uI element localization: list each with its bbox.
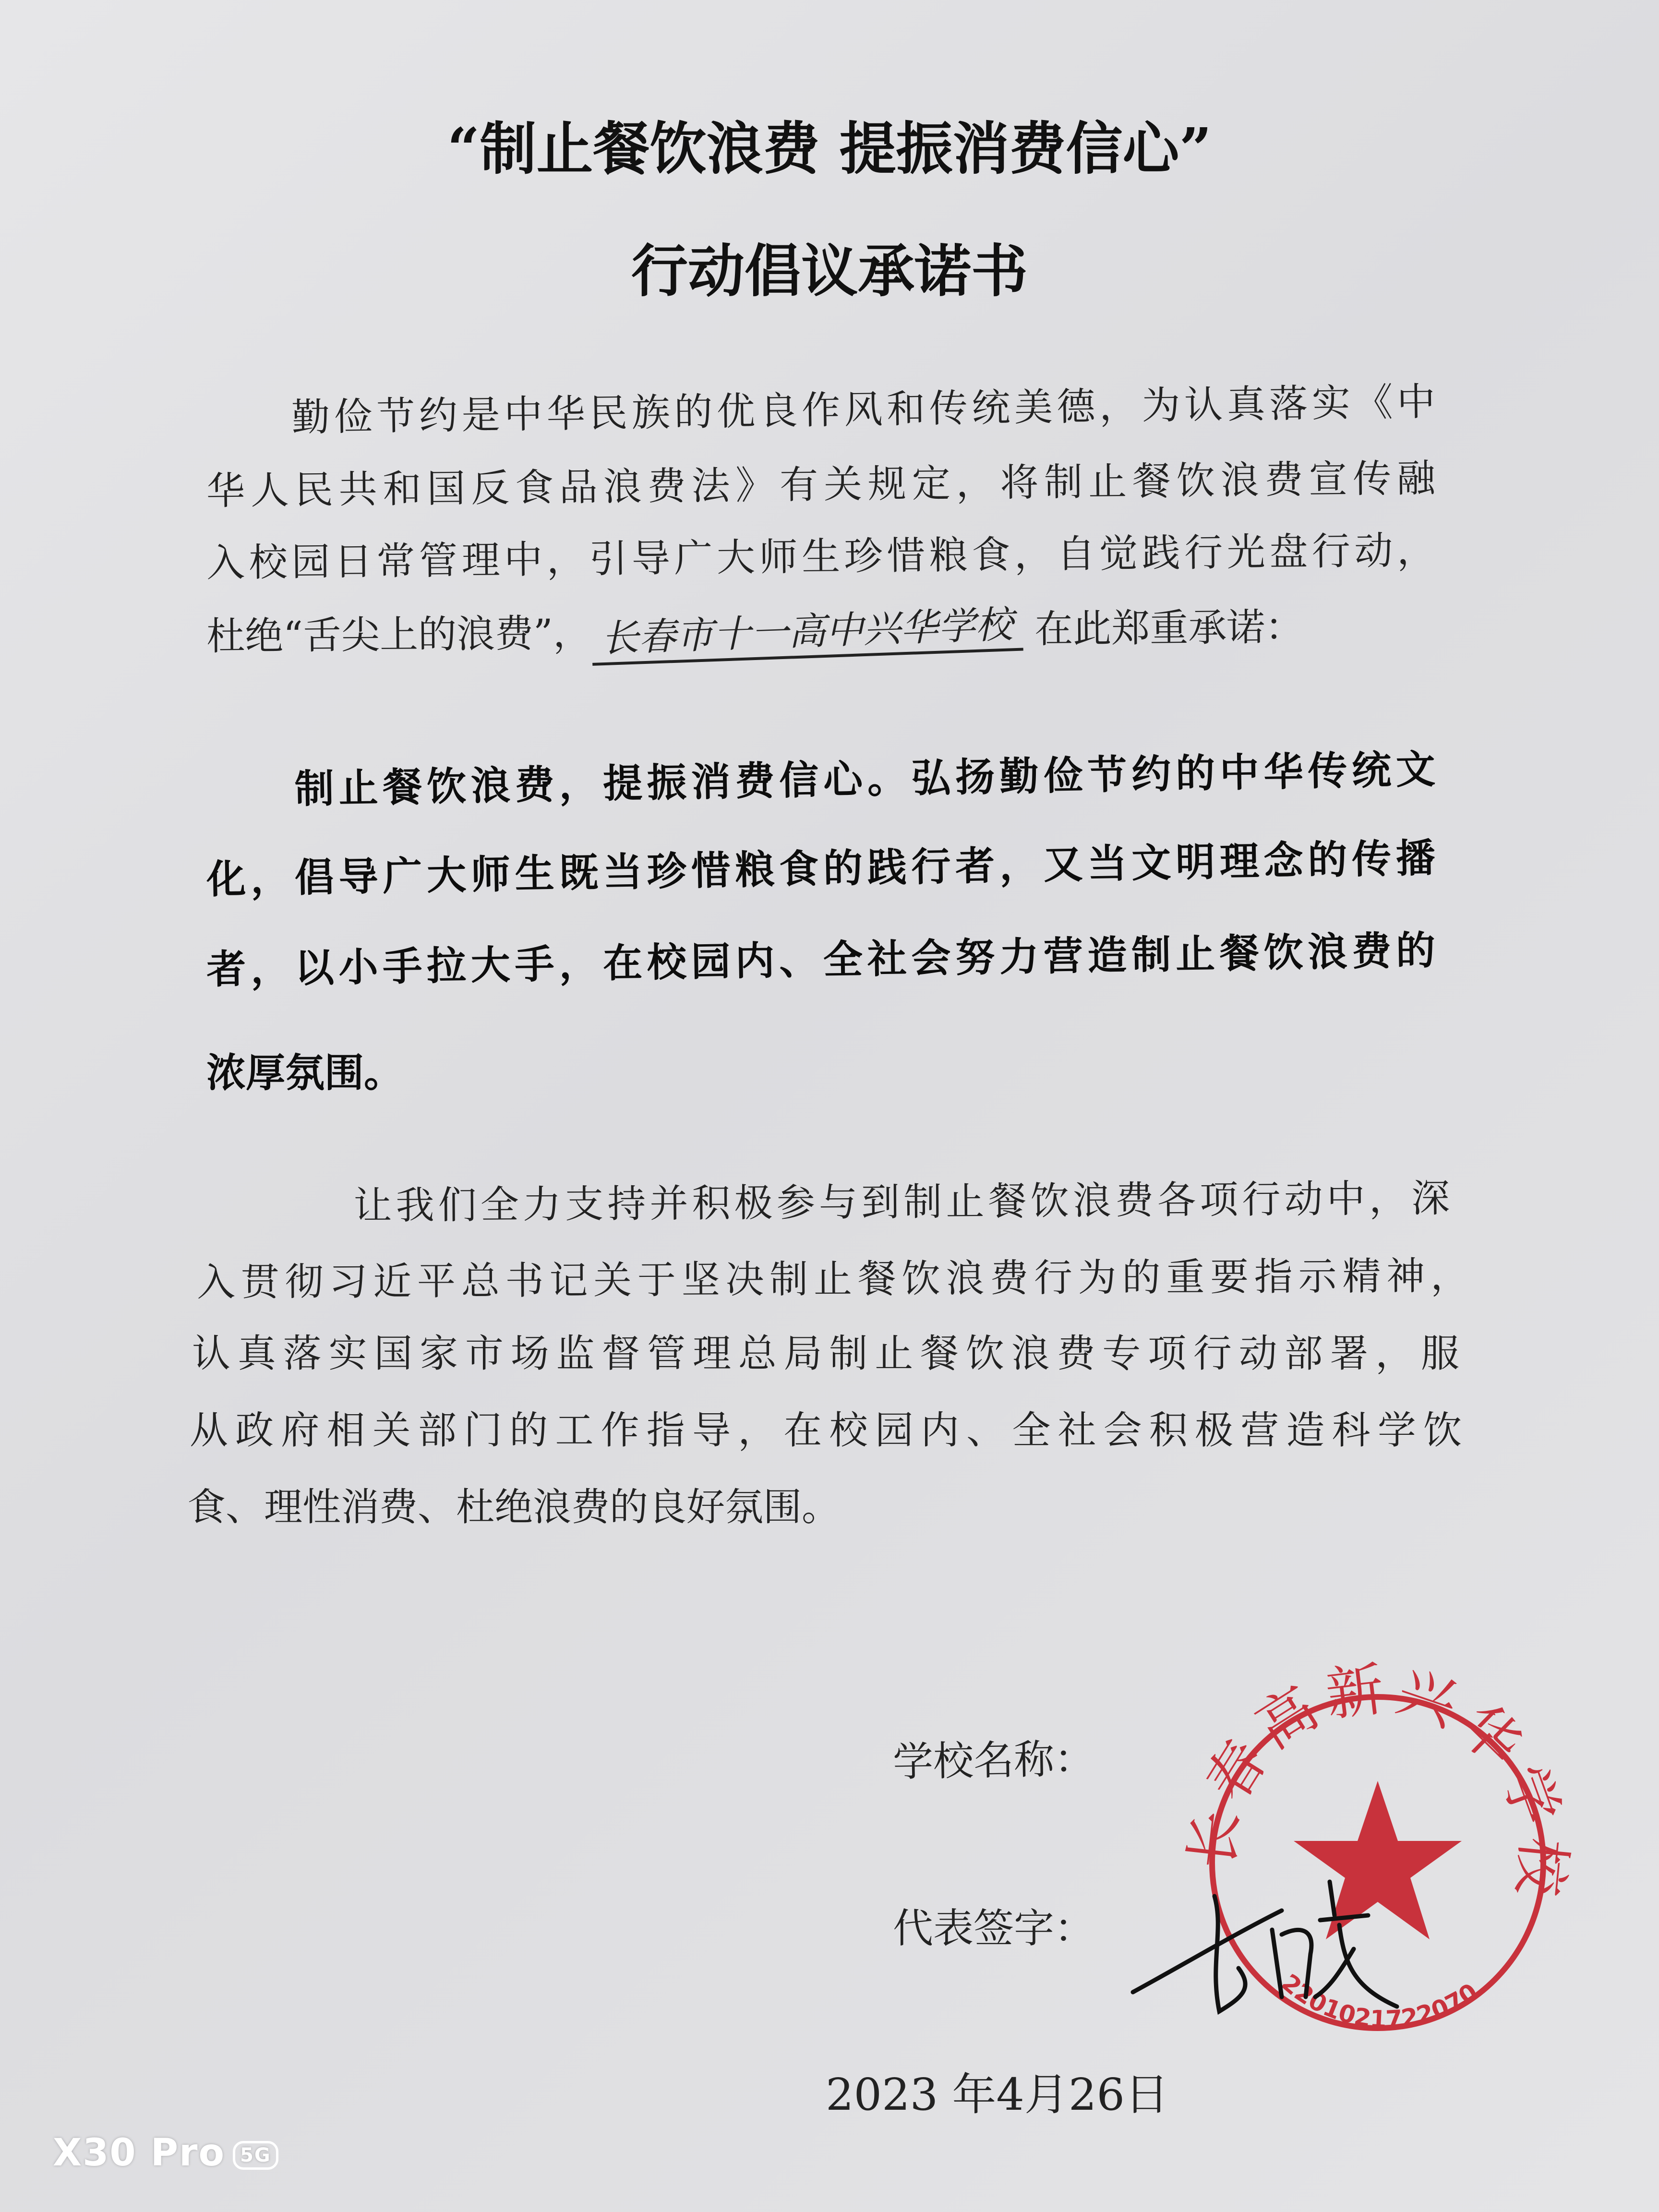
school-name-label: 学校名称： — [892, 1735, 1095, 1786]
text-line: 华人民共和国反食品浪费法》有关规定，将制止餐饮浪费宣传融 — [206, 456, 1436, 514]
text-line: 从政府相关部门的工作指导，在校园内、全社会积极营造科学饮 — [190, 1408, 1462, 1453]
text-line: 者，以小手拉大手，在校园内、全社会努力营造制止餐饮浪费的 — [206, 927, 1436, 993]
text-line: 制止餐饮浪费，提振消费信心。弘扬勤俭节约的中华传统文 — [206, 746, 1436, 814]
text-line: 让我们全力支持并积极参与到制止餐饮浪费各项行动中，深 — [268, 1176, 1450, 1229]
document-subtitle: 行动倡议承诺书 — [631, 238, 1028, 304]
handwritten-school-name: 长春市十一高中兴华学校 — [590, 594, 1023, 666]
text: 在此郑重承诺： — [1034, 604, 1304, 652]
text-line: 化，倡导广大师生既当珍惜粮食的践行者，又当文明理念的传播 — [206, 835, 1436, 903]
text-line: 勤俭节约是中华民族的优良作风和传统美德，为认真落实《中 — [206, 379, 1436, 441]
seal-code: 2201021722070 — [1276, 1969, 1483, 2034]
text-line: 入校园日常管理中，引导广大师生珍惜粮食，自觉践行光盘行动， — [206, 528, 1436, 586]
text-line: 食、理性消费、杜绝浪费的良好氛围。 — [187, 1485, 840, 1529]
text-line: 入贯彻习近平总书记关于坚决制止餐饮浪费行为的重要指示精神， — [196, 1253, 1469, 1305]
text-line: 浓厚氛围。 — [206, 1050, 404, 1096]
handwritten-signature — [1128, 1853, 1407, 2026]
signature-label: 代表签字： — [893, 1905, 1095, 1952]
text-line: 认真落实国家市场监督管理总局制止餐饮浪费专项行动部署，服 — [192, 1331, 1459, 1376]
date: 2023 年4月26日 — [826, 2069, 1169, 2120]
document-title: “制止餐饮浪费 提振消费信心” — [447, 115, 1212, 182]
watermark-badge: 5G — [233, 2141, 278, 2170]
text-line-commitment — [206, 595, 1436, 663]
text: 杜绝“舌尖上的浪费”， — [206, 611, 592, 659]
seal-text: 长春高新兴华学校 — [1178, 1655, 1577, 1906]
watermark-model: X30 Pro — [53, 2131, 226, 2175]
camera-watermark — [53, 2131, 278, 2175]
